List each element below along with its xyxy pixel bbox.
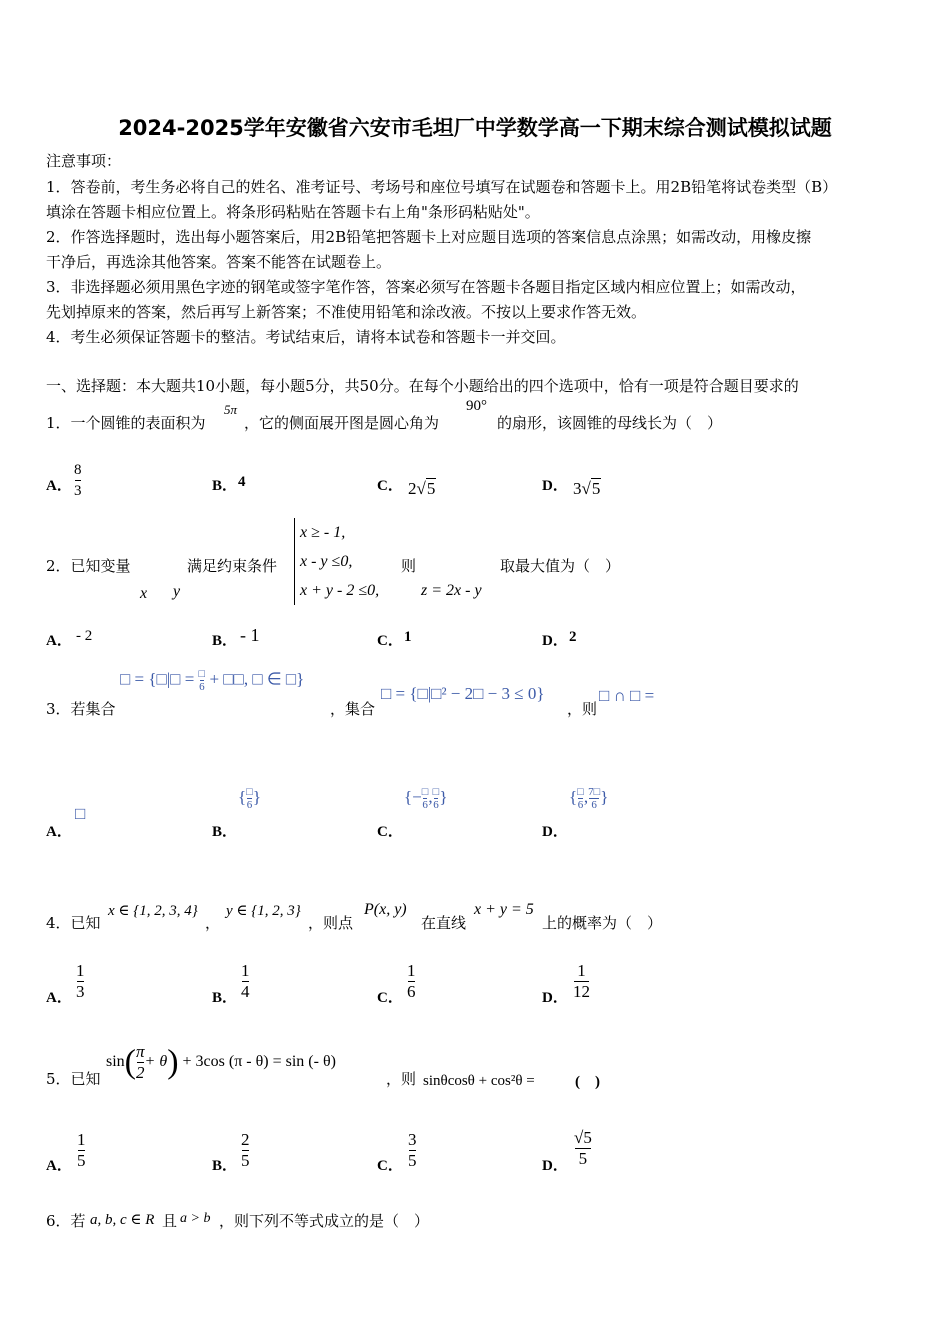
q1-c-rad: 5 [426, 479, 436, 498]
q6-stem [46, 1212, 86, 1230]
q4-option-c [407, 961, 416, 1002]
q3-set-a [120, 668, 304, 693]
q3-option-b: { $\frac{□}{6}$ } [238, 786, 261, 811]
page-title: 2024-2025学年安徽省六安市毛坦厂中学数学高一下期末综合测试模拟试题 [118, 116, 832, 140]
q3-number: 3． [46, 700, 71, 718]
q1-d-rad: 5 [591, 479, 601, 498]
notice-line-4: 干净后，再选涂其他答案。答案不能答在试题卷上。 [46, 253, 392, 271]
q4-a-num: 1 [76, 961, 85, 980]
q3-set-a-num: □ [198, 668, 206, 680]
q1-option-b-label: B． [212, 478, 238, 494]
notice-line-1: 1．答卷前，考生务必将自己的姓名、准考证号、考场号和座位号填写在试题卷和答题卡上。用2B铅笔将试卷类型（B） [46, 178, 838, 196]
q6-math-1: a, b, c ∈ R [90, 1212, 155, 1228]
q5-c-den: 5 [408, 1151, 417, 1170]
q1-math-angle: 90° [466, 398, 487, 414]
q2-constraint-3: x + y - 2 ≤0, [300, 582, 380, 599]
q4-sep: ， [205, 914, 221, 932]
q5-a-den: 5 [77, 1151, 86, 1170]
q4-set-y: y ∈ {1, 2, 3} [226, 903, 301, 919]
q3-b-den: 6 [246, 799, 253, 811]
q4-b-num: 1 [241, 961, 250, 980]
q3-b-num: □ [246, 786, 253, 798]
q1-number: 1． [46, 414, 71, 432]
q6-text-2: 且 [162, 1212, 178, 1230]
q3-option-a-label: A． [46, 824, 72, 840]
q3-set-b: □ = {□|□² − 2□ − 3 ≤ 0} [381, 684, 545, 703]
q5-option-b-label: B． [212, 1158, 238, 1174]
q5-pi-den: 2 [136, 1063, 145, 1082]
q2-option-c-label: C． [377, 633, 403, 649]
q2-text-2: 满足约束条件 [187, 557, 278, 575]
q5-option-d-label: D． [542, 1158, 568, 1174]
q4-point: P(x, y) [364, 901, 407, 918]
q4-c-num: 1 [407, 961, 416, 980]
q5-expression: sinθcosθ + cos²θ = [423, 1073, 535, 1089]
q3-d2-den: 6 [591, 799, 597, 811]
q5-text-3: ( ) [575, 1074, 600, 1090]
q5-b-num: 2 [241, 1130, 250, 1149]
q3-text-2: ，集合 [330, 700, 376, 718]
q1-option-a-label: A． [46, 478, 72, 494]
q5-text-2: ，则 [386, 1070, 417, 1088]
q2-constraint-1: x ≥ - 1, [300, 524, 346, 541]
q1-math-area: 5π [224, 402, 238, 417]
q1-stem [46, 414, 206, 432]
q2-constraint-2: x - y ≤0, [300, 553, 353, 570]
notice-line-5: 3．非选择题必须用黑色字迹的钢笔或签字笔作答，答案必须写在答题卡各题目指定区域内相应位置上；如需改动， [46, 278, 806, 296]
q4-number: 4． [46, 914, 71, 932]
notice-heading: 注意事项： [46, 152, 122, 170]
q6-text-3: ，则下列不等式成立的是（ ） [219, 1212, 430, 1230]
q6-text-1: 若 [70, 1212, 86, 1230]
q3-set-a-post: + □□, □ ∈ □} [205, 669, 305, 689]
q3-d1-num: □ [577, 786, 584, 798]
q5-rest: + 3cos (π - θ) = sin (- θ) [182, 1053, 336, 1071]
q3-set-a-den: 6 [199, 681, 205, 693]
q3-stem [46, 700, 116, 718]
q1-option-c: 2√5 [408, 479, 436, 498]
q3-text-1: 若集合 [70, 700, 116, 718]
q1-a-den: 3 [74, 483, 82, 499]
q1-option-a [74, 460, 82, 501]
q3-option-c: {− $\frac{□}{6}$ , $\frac{□}{6}$ } [404, 786, 448, 811]
q1-option-b: 4 [238, 474, 246, 490]
q4-option-a [76, 961, 85, 1002]
q3-d1-den: 6 [577, 799, 584, 811]
q5-option-a-label: A． [46, 1158, 72, 1174]
q3-d2-num: 7□ [588, 786, 601, 798]
q5-inner: + θ [144, 1053, 168, 1071]
q1-text-2: ，它的侧面展开图是圆心角为 [244, 414, 440, 432]
q4-option-a-label: A． [46, 990, 72, 1006]
q1-c-coef: 2 [408, 479, 417, 498]
q4-b-den: 4 [241, 982, 250, 1001]
q3-intersection: □ ∩ □ = [599, 686, 655, 705]
q2-option-d-label: D． [542, 633, 568, 649]
q2-var-x: x [140, 585, 148, 602]
q2-option-c: 1 [404, 629, 412, 645]
notice-line-2: 填涂在答题卡相应位置上。将条形码粘贴在答题卡右上角"条形码粘贴处"。 [46, 203, 540, 221]
q2-text-3: 则 [401, 557, 417, 575]
q2-stem [46, 557, 131, 575]
q2-option-d: 2 [569, 629, 577, 645]
q2-constraints [294, 518, 379, 605]
q3-c-neg: − [412, 787, 422, 807]
q3-option-c-label: C． [377, 824, 403, 840]
q5-option-b [241, 1130, 250, 1171]
q1-a-num: 8 [74, 462, 82, 478]
q5-a-num: 1 [77, 1130, 86, 1149]
q4-option-d [573, 961, 590, 1002]
q1-option-d: 3√5 [573, 479, 601, 498]
q5-number: 5． [46, 1070, 71, 1088]
q1-option-d-label: D． [542, 478, 568, 494]
q3-option-d-label: D． [542, 824, 568, 840]
q2-number: 2． [46, 557, 71, 575]
q3-c2-den: 6 [433, 799, 439, 811]
q5-d-num: √5 [574, 1128, 592, 1147]
q5-c-num: 3 [408, 1130, 417, 1149]
q4-text-2: ，则点 [308, 914, 354, 932]
q4-set-x: x ∈ {1, 2, 3, 4} [108, 903, 198, 919]
q1-text-3: 的扇形，该圆锥的母线长为（ ） [497, 414, 723, 432]
q4-text-4: 上的概率为（ ） [542, 914, 663, 932]
q3-c2-num: □ [432, 786, 440, 798]
q4-option-d-label: D． [542, 990, 568, 1006]
q4-option-b-label: B． [212, 990, 238, 1006]
q5-sin: sin [106, 1053, 125, 1071]
q2-option-a-label: A． [46, 633, 72, 649]
q3-option-a: □ [75, 804, 86, 823]
q4-a-den: 3 [76, 982, 85, 1001]
q1-option-c-label: C． [377, 478, 403, 494]
q5-text-1: 已知 [70, 1070, 101, 1088]
q5-b-den: 5 [241, 1151, 250, 1170]
q2-option-a: - 2 [76, 628, 93, 644]
q5-option-d [574, 1128, 592, 1169]
q2-option-b-label: B． [212, 633, 238, 649]
q5-stem [46, 1070, 101, 1088]
q5-pi-num: π [136, 1042, 145, 1061]
q4-option-c-label: C． [377, 990, 403, 1006]
q3-option-b-label: B． [212, 824, 238, 840]
q3-text-3: ，则 [567, 700, 598, 718]
q6-math-2: a > b [180, 1211, 211, 1226]
q3-c1-den: 6 [422, 799, 428, 811]
q3-option-d: { $\frac{□}{6}$ , $\frac{7□}{6}$ } [569, 786, 609, 811]
q5-equation: sin( $\frac{\pi}{2}$ + θ) + 3cos (π - θ) = sin (- θ) [106, 1042, 336, 1082]
q4-text-3: 在直线 [421, 914, 467, 932]
q4-c-den: 6 [407, 982, 416, 1001]
notice-line-7: 4．考生必须保证答题卡的整洁。考试结束后，请将本试卷和答题卡一并交回。 [46, 328, 566, 346]
q4-d-num: 1 [577, 961, 586, 980]
q3-c1-num: □ [421, 786, 429, 798]
q6-number: 6． [46, 1212, 71, 1230]
q4-text-1: 已知 [70, 914, 101, 932]
q5-d-den: 5 [578, 1149, 588, 1168]
q2-var-y: y [173, 583, 181, 600]
q4-stem [46, 914, 101, 932]
q2-text-4: 取最大值为（ ） [500, 557, 621, 575]
q4-option-b [241, 961, 250, 1002]
q1-text-1: 一个圆锥的表面积为 [70, 414, 206, 432]
q5-option-c [408, 1130, 417, 1171]
q2-option-b: - 1 [240, 625, 260, 645]
q2-text-1: 已知变量 [70, 557, 131, 575]
q4-d-den: 12 [573, 982, 590, 1001]
q5-option-c-label: C． [377, 1158, 403, 1174]
q1-d-coef: 3 [573, 479, 582, 498]
q4-line: x + y = 5 [474, 901, 534, 918]
q2-objective: z = 2x - y [421, 582, 482, 599]
notice-line-3: 2．作答选择题时，选出每小题答案后，用2B铅笔把答题卡上对应题目选项的答案信息点涂黑；如需改动，用橡皮擦 [46, 228, 812, 246]
q5-option-a [77, 1130, 86, 1171]
q3-set-a-pre: □ = {□|□ = [120, 669, 199, 689]
section-heading: 一、选择题：本大题共10小题，每小题5分，共50分。在每个小题给出的四个选项中，恰有一项是符合题目要求的 [46, 377, 799, 395]
notice-line-6: 先划掉原来的答案，然后再写上新答案；不准使用铅笔和涂改液。不按以上要求作答无效。 [46, 303, 647, 321]
